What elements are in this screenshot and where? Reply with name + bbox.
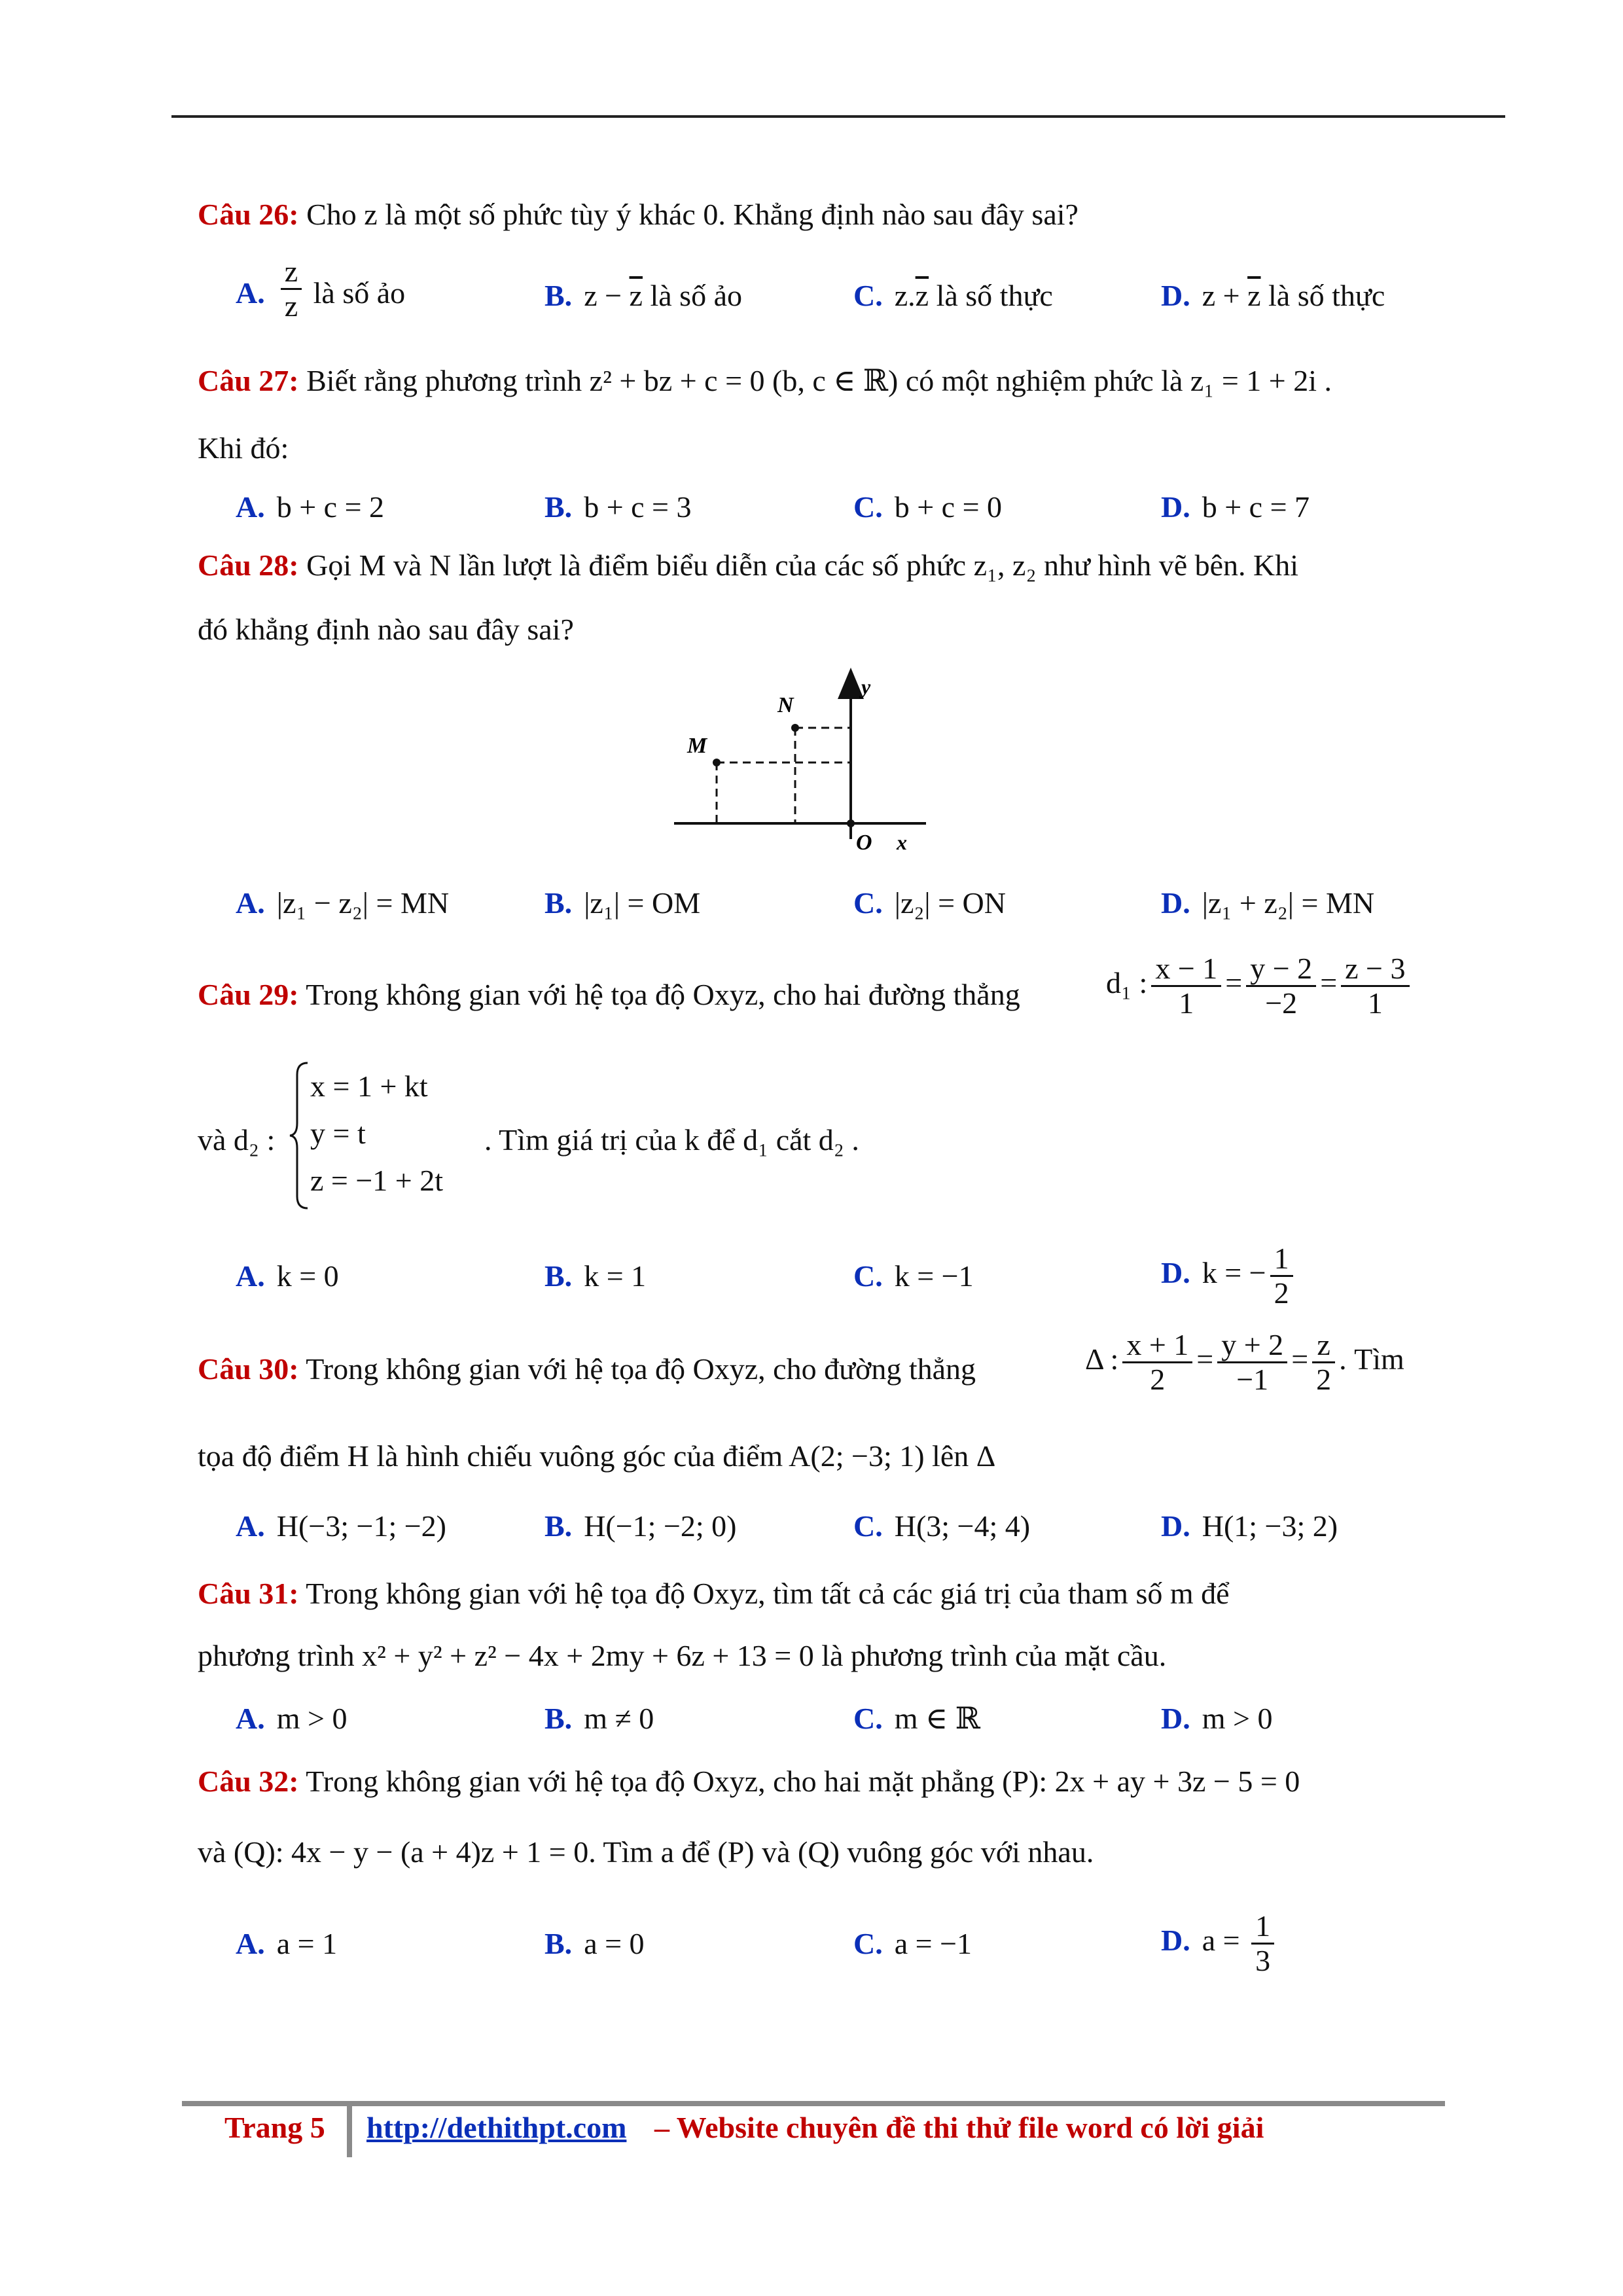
option-a[interactable]: A. H(−3; −1; −2) bbox=[236, 1509, 446, 1543]
option-d[interactable]: D. k = − $\frac{1}{2}$ bbox=[1161, 1242, 1297, 1310]
option-d[interactable]: D. $z + \overline{z}$ là số thực bbox=[1161, 279, 1385, 312]
options-26 bbox=[198, 255, 1441, 342]
options-29 bbox=[198, 1242, 1441, 1322]
question-31-cont: phương trình x² + y² + z² − 4x + 2my + 6z + 13 = 0 là phương trình của mặt cầu. bbox=[198, 1639, 1167, 1672]
options-32 bbox=[198, 1909, 1441, 1990]
question-30-cont: tọa độ điểm H là hình chiếu vuông góc của điểm A(2; −3; 1) lên Δ bbox=[198, 1439, 996, 1473]
option-c[interactable]: C. k = −1 bbox=[853, 1259, 974, 1293]
question-26 bbox=[198, 195, 1441, 234]
option-c[interactable]: C. m ∈ ℝ bbox=[853, 1702, 980, 1735]
question-32 bbox=[198, 1762, 1441, 1801]
question-31 bbox=[198, 1574, 1441, 1613]
option-c[interactable]: C. |z₂| = ON bbox=[853, 886, 1006, 920]
question-text: Trong không gian với hệ tọa độ Oxyz, tìm tất cả các giá trị của tham số m để bbox=[306, 1577, 1230, 1610]
question-text: Trong không gian với hệ tọa độ Oxyz, cho hai mặt phẳng (P): 2x + ay + 3z − 5 = 0 bbox=[306, 1765, 1300, 1798]
option-b[interactable]: B. k = 1 bbox=[544, 1259, 647, 1293]
question-label: Câu 32: bbox=[198, 1765, 299, 1798]
d1-equation: d₁ : $\frac{x - 1}{1}$ = $\frac{y - 2}{-2}$ = $\frac{z - 3}{1}$ bbox=[1106, 952, 1414, 1020]
header-rule bbox=[171, 115, 1505, 118]
option-b[interactable]: B. b + c = 3 bbox=[544, 490, 692, 524]
option-d[interactable]: D. b + c = 7 bbox=[1161, 490, 1310, 524]
footer-rule bbox=[182, 2101, 1445, 2106]
option-d[interactable]: D. m > 0 bbox=[1161, 1702, 1273, 1735]
complex-plane-figure bbox=[668, 668, 955, 857]
question-label: Câu 26: bbox=[198, 198, 299, 231]
option-a[interactable]: A. $\frac{z}{z}$ là số ảo bbox=[236, 255, 406, 323]
option-a[interactable]: A. m > 0 bbox=[236, 1702, 348, 1735]
option-a[interactable]: A. a = 1 bbox=[236, 1927, 338, 1960]
option-a[interactable]: A. k = 0 bbox=[236, 1259, 339, 1293]
option-c[interactable]: C. b + c = 0 bbox=[853, 490, 1003, 524]
label-o: O bbox=[856, 831, 872, 855]
label-y: y bbox=[861, 675, 871, 698]
question-label: Câu 31: bbox=[198, 1577, 299, 1610]
label-n: N bbox=[777, 693, 794, 717]
question-label: Câu 27: bbox=[198, 364, 299, 397]
option-a[interactable]: A. b + c = 2 bbox=[236, 490, 385, 524]
point-n bbox=[791, 724, 799, 732]
option-d[interactable]: D. |z₁ + z₂| = MN bbox=[1161, 886, 1375, 920]
label-x: x bbox=[897, 831, 907, 854]
option-c[interactable]: C. a = −1 bbox=[853, 1927, 972, 1960]
option-b[interactable]: B. $z - \overline{z}$ là số ảo bbox=[544, 279, 742, 312]
system-brace bbox=[288, 1060, 312, 1211]
question-label: Câu 28: bbox=[198, 548, 299, 582]
origin-point bbox=[847, 819, 855, 827]
option-d[interactable]: D. a = $\frac{1}{3}$ bbox=[1161, 1910, 1278, 1977]
label-m: M bbox=[687, 734, 707, 758]
question-text: Trong không gian với hệ tọa độ Oxyz, cho hai đường thẳng bbox=[306, 978, 1020, 1011]
question-label: Câu 29: bbox=[198, 978, 299, 1011]
option-b[interactable]: B. H(−1; −2; 0) bbox=[544, 1509, 737, 1543]
option-d[interactable]: D. H(1; −3; 2) bbox=[1161, 1509, 1338, 1543]
option-b[interactable]: B. m ≠ 0 bbox=[544, 1702, 654, 1735]
d2-system: x = 1 + kt y = t z = −1 + 2t bbox=[310, 1069, 444, 1197]
question-text: Trong không gian với hệ tọa độ Oxyz, cho đường thẳng bbox=[306, 1352, 976, 1386]
point-m bbox=[713, 759, 721, 766]
option-c[interactable]: C. $z.\overline{z}$ là số thực bbox=[853, 279, 1053, 312]
question-32-cont: và (Q): 4x − y − (a + 4)z + 1 = 0. Tìm a để (P) và (Q) vuông góc với nhau. bbox=[198, 1835, 1094, 1869]
d2-intro: và d₂ : bbox=[198, 1123, 276, 1157]
delta-equation: Δ : $\frac{x + 1}{2}$ = $\frac{y + 2}{-1}$ = $\frac{z}{2}$ . Tìm bbox=[1085, 1328, 1404, 1396]
website-link[interactable]: http://dethithpt.com bbox=[366, 2111, 627, 2144]
question-27-cont: Khi đó: bbox=[198, 431, 289, 465]
option-c[interactable]: C. H(3; −4; 4) bbox=[853, 1509, 1031, 1543]
question-label: Câu 30: bbox=[198, 1352, 299, 1386]
footer-tagline: – Website chuyên đề thi thử file word có lời giải bbox=[654, 2111, 1264, 2144]
footer-separator bbox=[347, 2106, 352, 2157]
option-a[interactable]: A. |z₁ − z₂| = MN bbox=[236, 886, 450, 920]
question-text: Cho z là một số phức tùy ý khác 0. Khẳng định nào sau đây sai? bbox=[306, 198, 1079, 231]
question-28-cont: đó khẳng định nào sau đây sai? bbox=[198, 613, 574, 646]
question-28 bbox=[198, 546, 1441, 585]
page-number: Trang 5 bbox=[224, 2111, 325, 2144]
question-29-cont: . Tìm giá trị của k để d₁ cắt d₂ . bbox=[484, 1123, 859, 1157]
question-text: Gọi M và N lần lượt là điểm biểu diễn của các số phức z₁, z₂ như hình vẽ bên. Khi bbox=[306, 548, 1299, 582]
option-b[interactable]: B. a = 0 bbox=[544, 1927, 645, 1960]
option-b[interactable]: B. |z₁| = OM bbox=[544, 886, 701, 920]
question-27 bbox=[198, 361, 1441, 401]
question-text: Biết rằng phương trình z² + bz + c = 0 (b, c ∈ ℝ) có một nghiệm phức là z₁ = 1 + 2i . bbox=[306, 364, 1332, 397]
